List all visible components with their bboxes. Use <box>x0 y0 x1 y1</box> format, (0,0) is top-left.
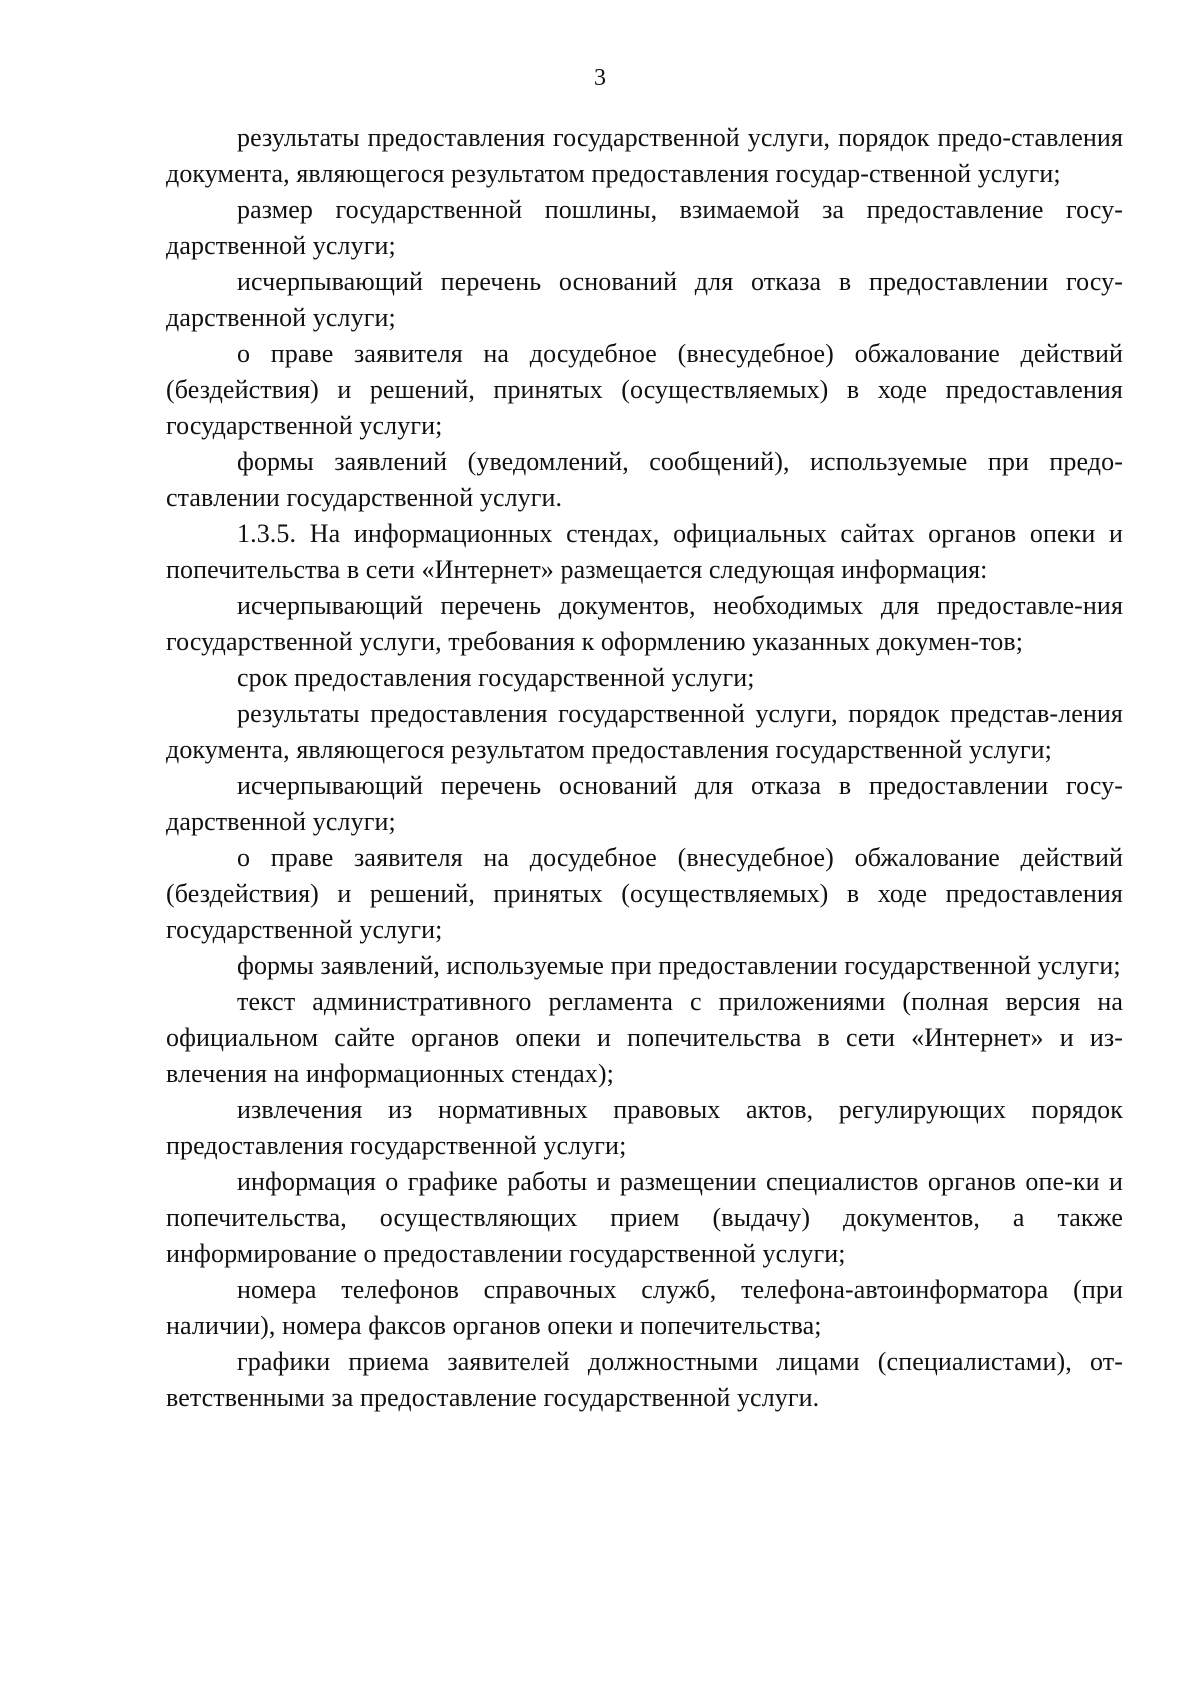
paragraph: текст административного регламента с приложениями (полная версия на официальном сайте органов опеки и попечительства в сети «Интернет» и из-влечения на информационных стендах); <box>166 987 1123 1088</box>
paragraph: о праве заявителя на досудебное (внесудебное) обжалование действий (бездействия) и решений, принятых (осуществляемых) в ходе предоставления государственной услуги; <box>166 843 1123 944</box>
section-paragraph-1-3-5: 1.3.5. На информационных стендах, официальных сайтах органов опеки и попечительства в сети «Интернет» размещается следующая информация: <box>166 519 1123 584</box>
paragraph: исчерпывающий перечень оснований для отказа в предоставлении госу-дарственной услуги; <box>166 267 1123 332</box>
paragraph: исчерпывающий перечень оснований для отказа в предоставлении госу-дарственной услуги; <box>166 771 1123 836</box>
paragraph: исчерпывающий перечень документов, необходимых для предоставле-ния государственной услуги, требования к оформлению указанных докумен-тов; <box>166 591 1123 656</box>
paragraph: размер государственной пошлины, взимаемой за предоставление госу-дарственной услуги; <box>166 195 1123 260</box>
paragraph: срок предоставления государственной услуги; <box>237 663 755 692</box>
paragraph: результаты предоставления государственной услуги, порядок предо-ставления документа, являющегося результатом предоставления государ-ственной услуги; <box>166 123 1123 188</box>
paragraph: формы заявлений (уведомлений, сообщений), используемые при предо-ставлении государственной услуги. <box>166 447 1123 512</box>
paragraph: извлечения из нормативных правовых актов, регулирующих порядок предоставления государственной услуги; <box>166 1095 1123 1160</box>
paragraph: результаты предоставления государственной услуги, порядок представ-ления документа, являющегося результатом предоставления государственной услуги; <box>166 699 1123 764</box>
paragraph: о праве заявителя на досудебное (внесудебное) обжалование действий (бездействия) и решений, принятых (осуществляемых) в ходе предоставления государственной услуги; <box>166 339 1123 440</box>
paragraph: графики приема заявителей должностными лицами (специалистами), от-ветственными за предоставление государственной услуги. <box>166 1347 1123 1412</box>
paragraph: формы заявлений, используемые при предоставлении государственной услуги; <box>237 951 1121 980</box>
paragraph: информация о графике работы и размещении специалистов органов опе-ки и попечительства, осуществляющих прием (выдачу) документов, а также информирование о предоставлении государственной услуги; <box>166 1167 1123 1268</box>
page-number: 3 <box>594 65 606 91</box>
paragraph: номера телефонов справочных служб, телефона-автоинформатора (при наличии), номера факсов органов опеки и попечительства; <box>166 1275 1123 1340</box>
document-body <box>166 120 1123 1416</box>
